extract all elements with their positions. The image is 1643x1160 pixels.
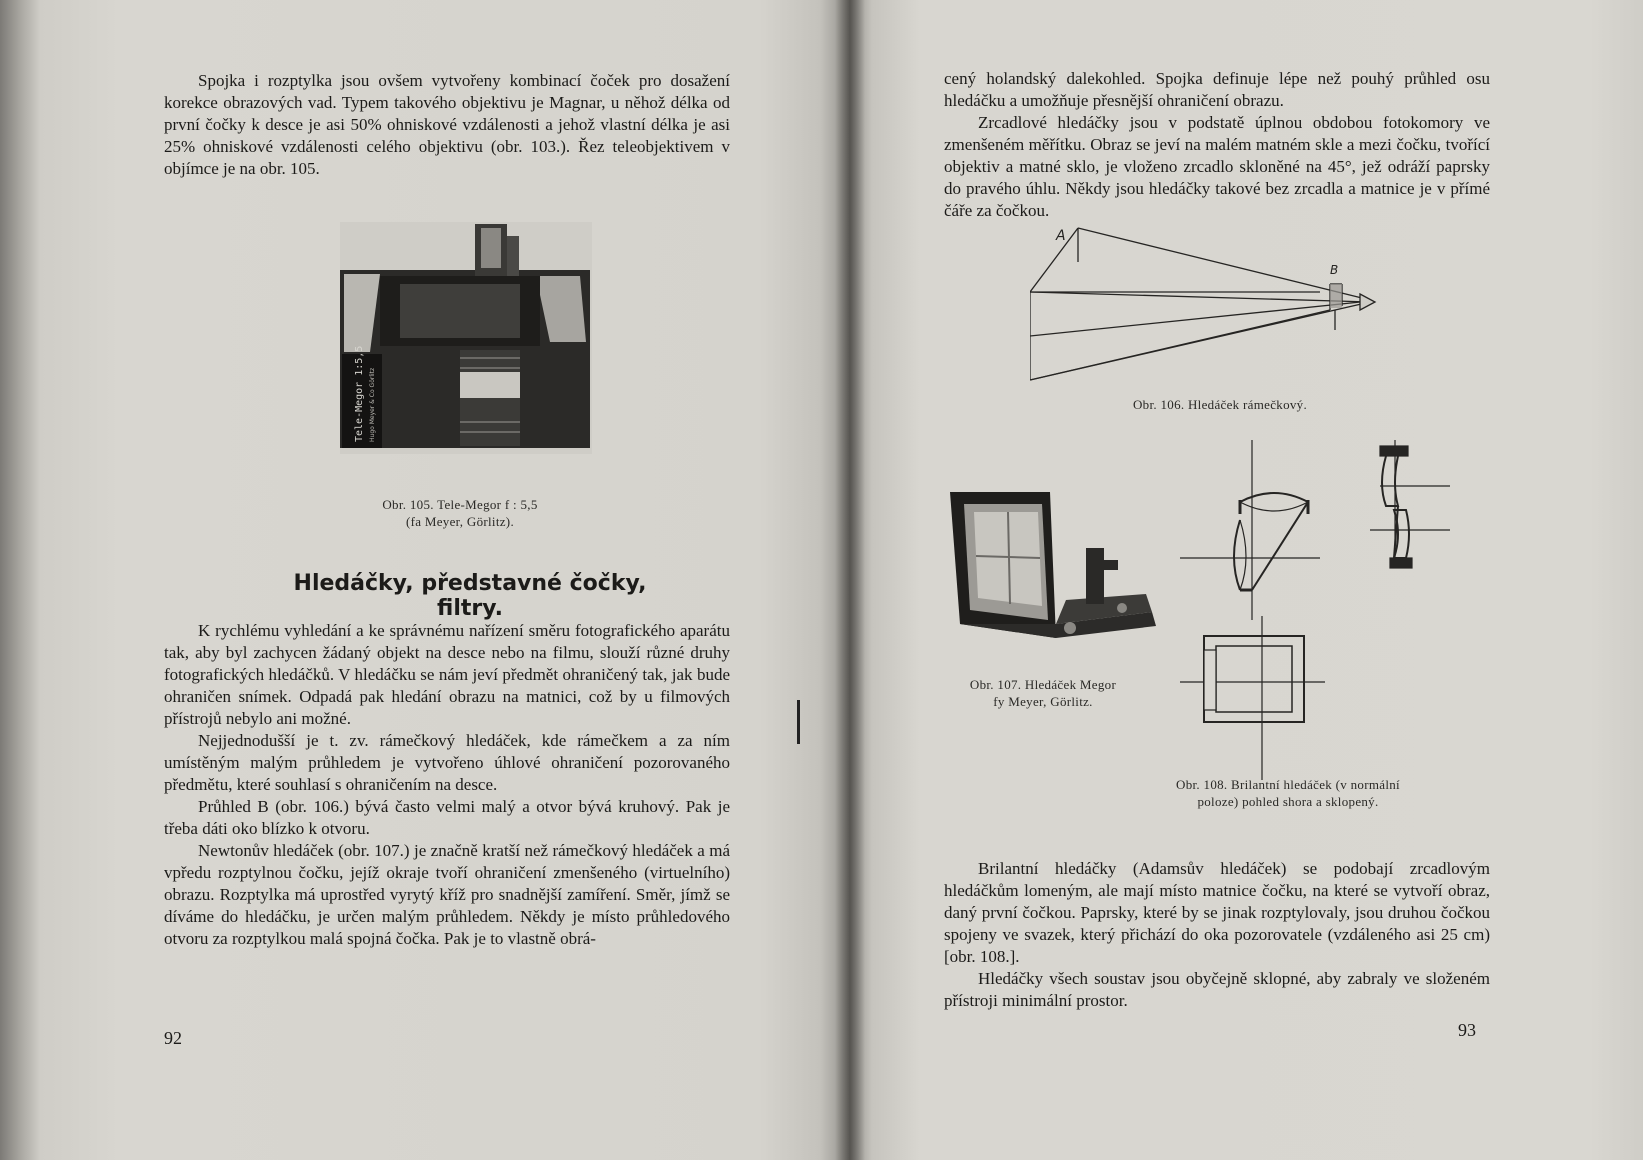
fig105-lens-photo bbox=[340, 222, 592, 454]
page-number-right: 93 bbox=[1458, 1020, 1476, 1040]
fig106-label-a: A bbox=[1056, 228, 1066, 244]
left-top-text bbox=[164, 70, 730, 180]
fig105-engraving: Tele-Megor 1:5,5 bbox=[354, 345, 365, 442]
paragraph: cený holandský dalekohled. Spojka definuje lépe než pouhý průhled osu hledáčku a umožňuje přesnější ohraničení obrazu. bbox=[944, 69, 1490, 110]
paragraph: K rychlému vyhledání a ke správnému nařízení směru fotografického aparátu tak, aby byl zachycen žádaný objekt na desce nebo na filmu, slouží různé druhy fotografických hledáčků. V hledáčku se nám jeví předmět ohraničený tak, jak bude ohraničen snímek. Odpadá pak hledání obrazu na matnici, což by u filmových přístrojů nebylo ani možné. bbox=[164, 621, 730, 728]
fig108-caption-line2: poloze) pohled shora a sklopený. bbox=[1197, 794, 1379, 809]
fig107-caption-line2: fy Meyer, Görlitz. bbox=[993, 694, 1093, 709]
paragraph: Zrcadlové hledáčky jsou v podstatě úplnou obdobou fotokomory ve zmenšeném měřítku. Obraz se jeví na malém matném skle a mezi čočku, tvořící objektiv a matné sklo, je vloženo zrcadlo skloněné na 45°, jež odráží paprsky do pravého úhlu. Někdy jsou hledáčky takové bez zrcadla a matnice je v přímé čáře za čočkou. bbox=[944, 113, 1490, 220]
fig106-caption: Obr. 106. Hledáček rámečkový. bbox=[1132, 397, 1308, 412]
fig108-caption bbox=[1108, 776, 1468, 810]
fig105-caption-line2: (fa Meyer, Görlitz). bbox=[406, 514, 514, 529]
paragraph: Newtonův hledáček (obr. 107.) je značně kratší než rámečkový hledáček a má vpředu rozptylnou čočku, jejíž okraje tvoří ohraničení zmenšeného (virtuelního) obrazu. Rozptylka má uprostřed vyrytý kříž pro snadnější zamíření. Směr, jímž se díváme do hledáčku, je určen malým průhledem. Někdy je místo průhledového otvoru za rozptylkou malá spojná čočka. Pak je to vlastně obrá- bbox=[164, 841, 730, 948]
fig107-caption bbox=[928, 676, 1158, 710]
fig105-engraving-maker: Hugo Meyer & Co Görlitz bbox=[369, 367, 376, 442]
fig106-diagram bbox=[1030, 222, 1410, 390]
fig106-label-b: B bbox=[1330, 263, 1339, 277]
fig108-diagram bbox=[1180, 440, 1510, 780]
paragraph: Brilantní hledáčky (Adamsův hledáček) se podobají zrcadlovým hledáčkům lomeným, ale mají místo matnice čočku, na které se vytvoří obraz, daný první čočkou. Paprsky, které by se jinak rozptylovaly, jsou druhou čočkou spojeny ve svazek, který přichází do oka pozorovatele (vzdáleného asi 25 cm) [obr. 108.]. bbox=[944, 859, 1490, 966]
page-number-left: 92 bbox=[164, 1028, 182, 1048]
left-body-text bbox=[164, 620, 730, 950]
fig105-caption bbox=[300, 496, 620, 530]
paragraph: Průhled B (obr. 106.) bývá často velmi malý a otvor bývá kruhový. Pak je třeba dáti oko blízko k otvoru. bbox=[164, 797, 730, 838]
fig107-caption-line1: Obr. 107. Hledáček Megor bbox=[969, 677, 1117, 692]
right-top-text bbox=[944, 68, 1490, 222]
paragraph: Hledáčky všech soustav jsou obyčejně sklopné, aby zabraly ve složeném přístroji minimální prostor. bbox=[944, 969, 1490, 1010]
right-page bbox=[850, 0, 1643, 1160]
paragraph: Nejjednodušší je t. zv. rámečkový hledáček, kde rámečkem a za ním umístěným malým průhledem je vytvořeno úhlové ohraničení pozorovaného předmětu, které souhlasí s ohraničením na desce. bbox=[164, 731, 730, 794]
fig107-viewfinder-photo bbox=[946, 488, 1168, 668]
section-heading: Hledáčky, představné čočky, filtry. bbox=[293, 571, 647, 621]
right-bottom-text bbox=[944, 858, 1490, 1012]
book-gutter bbox=[835, 0, 865, 1160]
fig108-caption-line1: Obr. 108. Brilantní hledáček (v normální bbox=[1176, 777, 1400, 792]
fig105-caption-line1: Obr. 105. Tele-Megor f : 5,5 bbox=[382, 497, 538, 512]
margin-mark bbox=[797, 700, 800, 744]
paragraph: Spojka i rozptylka jsou ovšem vytvořeny kombinací čoček pro dosažení korekce obrazových vad. Typem takového objektivu je Magnar, u něhož délka od první čočky k desce je asi 50% ohniskové vzdálenosti a jehož vlastní délka je asi 25% ohniskové vzdálenosti celého objektivu (obr. 103.). Řez teleobjektivem v objímce je na obr. 105. bbox=[164, 71, 730, 178]
